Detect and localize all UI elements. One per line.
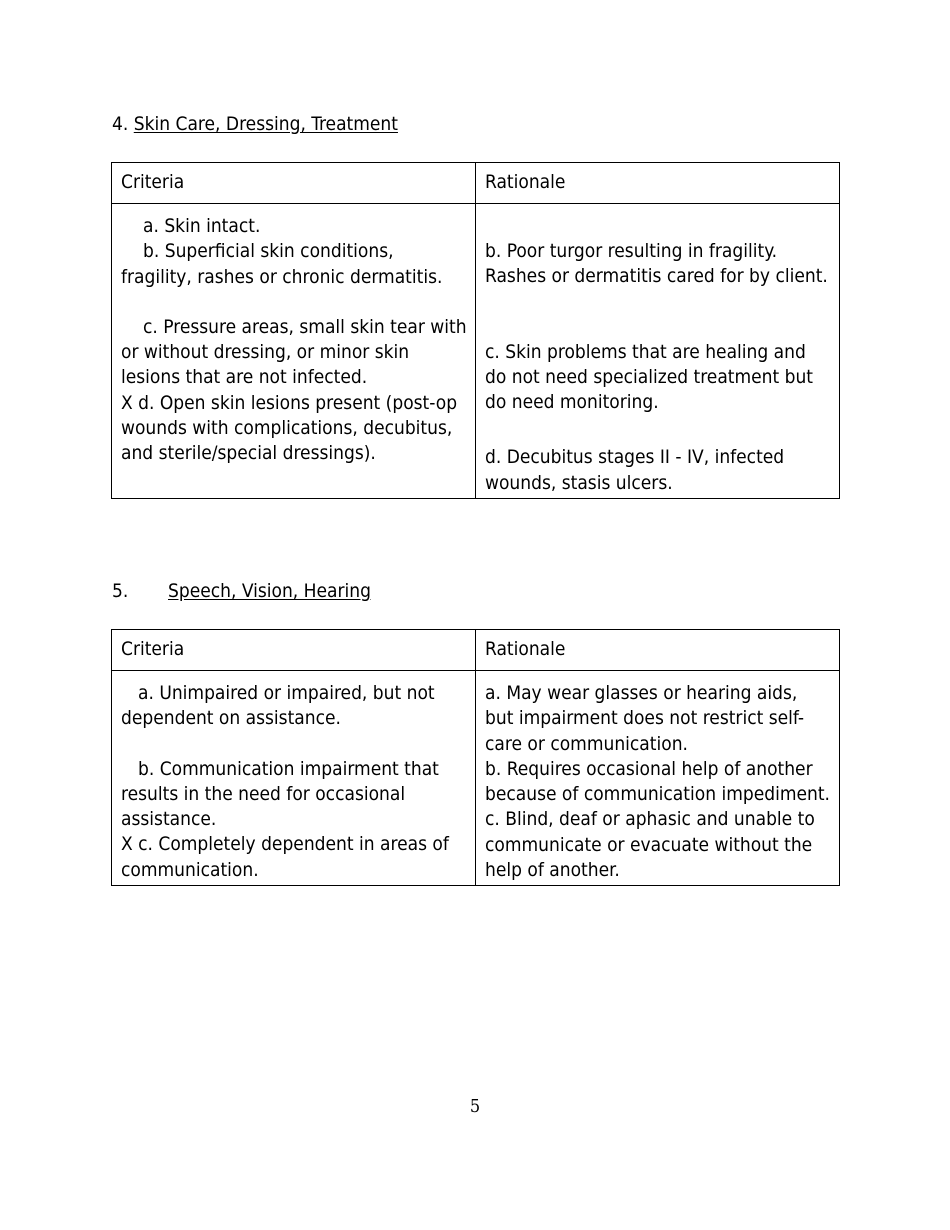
rationale-item-b: b. Poor turgor resulting in fragility. Rashes or dermatitis cared for by client. (485, 240, 828, 288)
rationale-item-b: b. Requires occasional help of another because of communication impediment. (485, 757, 830, 806)
criteria-item-b: b. Communication impairment that results in the need for occasional assistance. (121, 757, 439, 831)
section-title: Skin Care, Dressing, Treatment (133, 113, 398, 135)
table-row (112, 671, 840, 886)
page-number: 5 (469, 1096, 481, 1117)
criteria-item-d: X d. Open skin lesions present (post-op wounds with complications, decubitus, and sterile/special dressings). (121, 391, 458, 465)
speech-vision-hearing-table (111, 629, 840, 886)
criteria-header: Criteria (112, 163, 476, 204)
rationale-header: Rationale (476, 163, 840, 204)
table-header-row (112, 163, 840, 204)
table-row (112, 204, 840, 499)
table-header-row (112, 630, 840, 671)
rationale-cell (476, 671, 840, 886)
criteria-header: Criteria (112, 630, 476, 671)
criteria-cell (112, 204, 476, 499)
criteria-item-c: X c. Completely dependent in areas of communication. (121, 833, 449, 881)
section-number: 4. (112, 113, 129, 135)
rationale-header: Rationale (476, 630, 840, 671)
criteria-item-c: c. Pressure areas, small skin tear with or without dressing, or minor skin lesions that are not infected. (121, 315, 467, 389)
rationale-cell (476, 204, 840, 499)
section-number: 5. (112, 580, 129, 602)
criteria-item-b: b. Superficial skin conditions, fragility, rashes or chronic dermatitis. (121, 240, 443, 288)
section-4-heading (112, 112, 398, 136)
criteria-item-a: a. Unimpaired or impaired, but not dependent on assistance. (121, 682, 435, 730)
skin-care-table (111, 162, 840, 499)
criteria-cell (112, 671, 476, 886)
section-title: Speech, Vision, Hearing (168, 580, 371, 602)
criteria-item-a: a. Skin intact. (143, 215, 261, 237)
rationale-item-a: a. May wear glasses or hearing aids, but impairment does not restrict self-care or communication. (485, 682, 805, 755)
rationale-item-d: d. Decubitus stages II - IV, infected wounds, stasis ulcers. (485, 446, 785, 494)
section-5-heading (112, 579, 371, 603)
rationale-item-c: c. Blind, deaf or aphasic and unable to communicate or evacuate without the help of another. (485, 808, 815, 882)
rationale-item-c: c. Skin problems that are healing and do not need specialized treatment but do need monitoring. (485, 340, 814, 414)
